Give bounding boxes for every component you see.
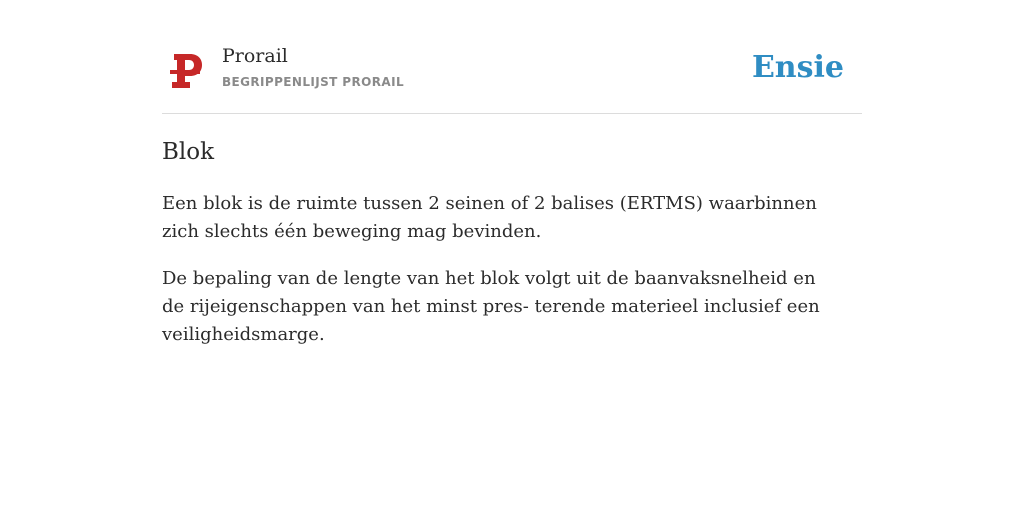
header [162,40,862,114]
prorail-logo-icon[interactable] [170,52,204,90]
org-name[interactable]: Prorail [222,45,288,67]
term-content [162,136,822,368]
definition-paragraph: De bepaling van de lengte van het blok volgt uit de baanvaksnelheid en de rijeigenschappen van het minst pres- terende materieel inclusief een veiligheidsmarge. [162,268,820,345]
org-subtitle[interactable]: BEGRIPPENLIJST PRORAIL [222,75,404,89]
definition-paragraph: Een blok is de ruimte tussen 2 seinen of 2 balises (ERTMS) waarbinnen zich slechts één beweging mag bevinden. [162,193,817,242]
term-title: Blok [162,139,215,165]
ensie-brand-link[interactable]: Ensie [751,50,844,85]
